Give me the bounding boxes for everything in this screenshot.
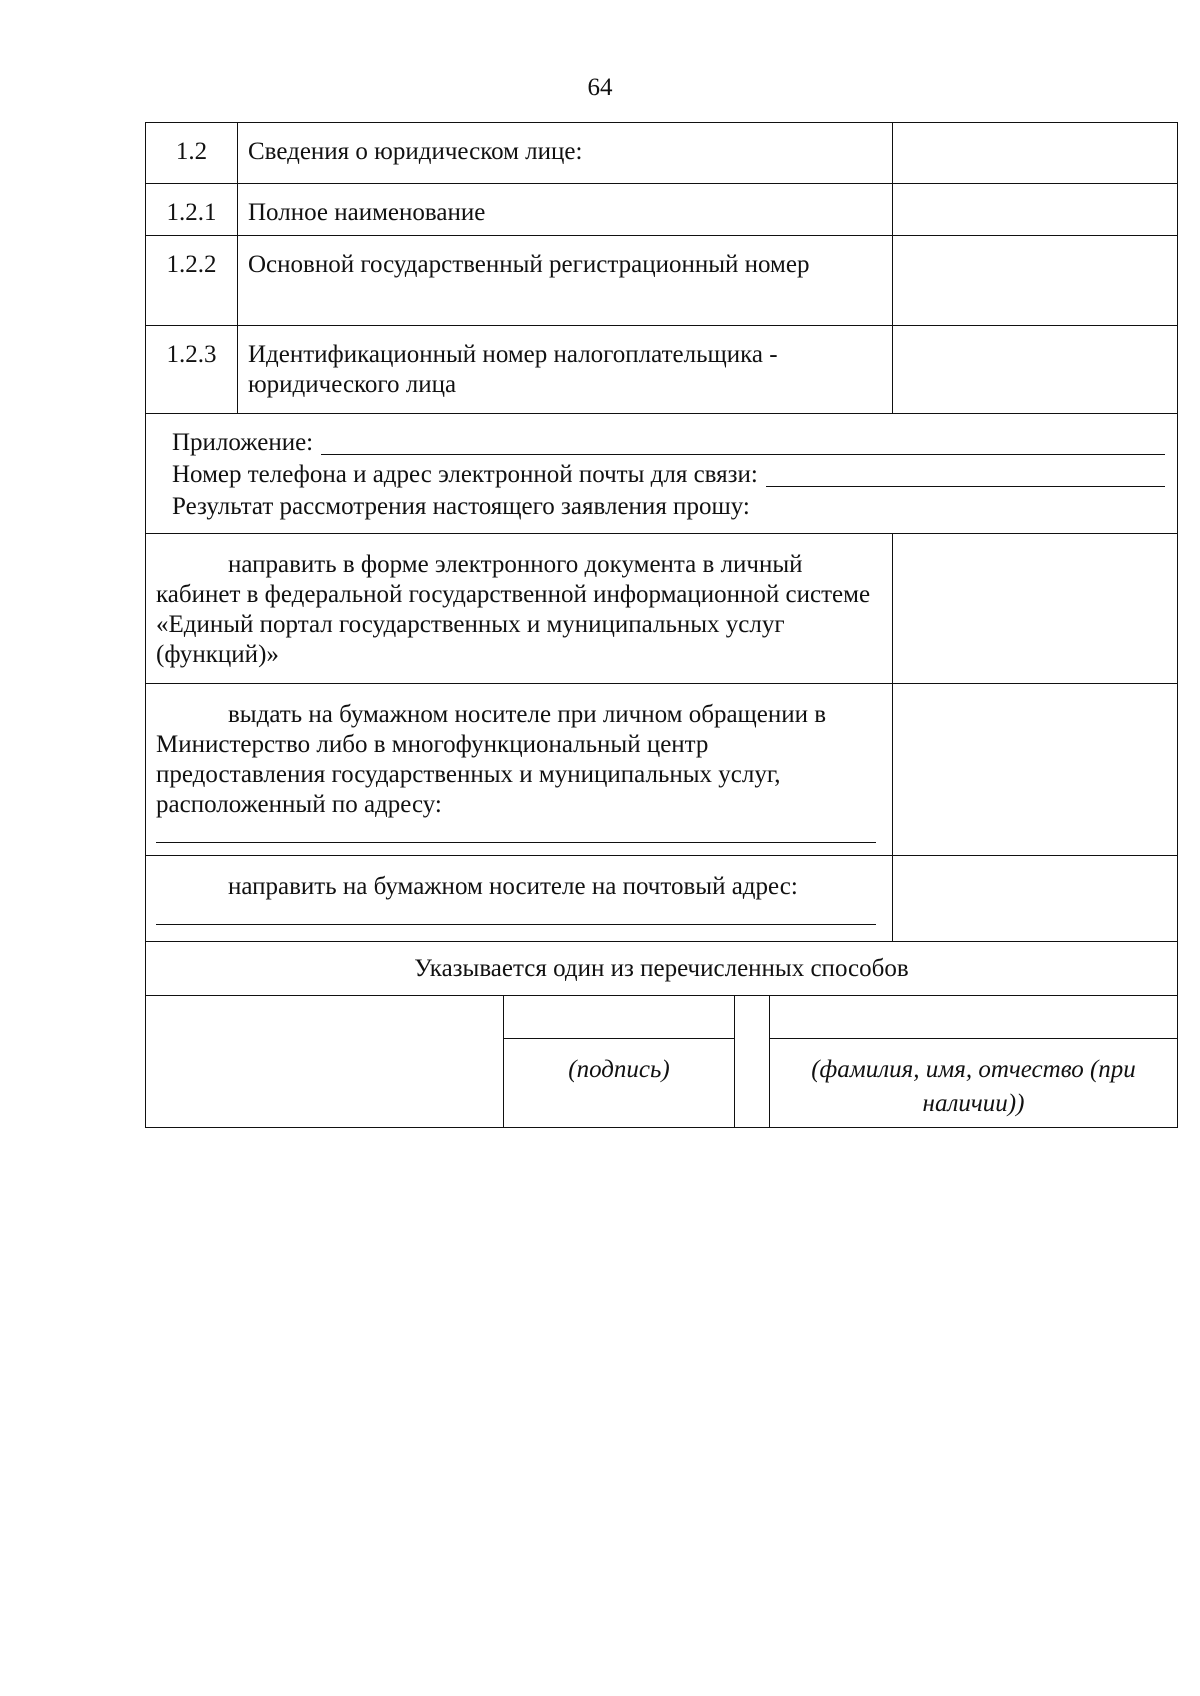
row-number: 1.2.2 xyxy=(146,236,238,325)
name-cell xyxy=(770,996,1177,1127)
option-checkbox-electronic[interactable] xyxy=(893,534,1177,683)
option-text: выдать на бумажном носителе при личном обращении в Министерство либо в многофункциональный центр предоставления государственных и муниципальных услуг, расположенный по адресу: xyxy=(156,701,827,818)
option-checkbox-post[interactable] xyxy=(893,856,1177,941)
contact-line xyxy=(172,458,1165,490)
attachment-input-line[interactable] xyxy=(321,454,1165,455)
delivery-option-electronic xyxy=(145,534,1178,684)
value-field-inn[interactable] xyxy=(893,326,1177,413)
table-row-legal-entity xyxy=(145,122,1178,184)
value-field-full-name[interactable] xyxy=(893,184,1177,235)
contact-input-line[interactable] xyxy=(766,486,1165,487)
attachment-label: Приложение: xyxy=(172,429,314,456)
signature-spacer xyxy=(735,996,770,1127)
method-note-text: Указывается один из перечисленных способов xyxy=(414,954,909,982)
value-field-legal-entity[interactable] xyxy=(893,123,1177,183)
delivery-option-in-person xyxy=(145,684,1178,856)
row-label: Сведения о юридическом лице: xyxy=(238,123,893,183)
signature-date-cell[interactable] xyxy=(146,996,504,1127)
option-text-wrapper xyxy=(146,684,893,855)
option-checkbox-in-person[interactable] xyxy=(893,684,1177,855)
method-note xyxy=(145,942,1178,996)
row-label: Идентификационный номер налогоплательщика - юридического лица xyxy=(238,326,893,413)
table-row-inn xyxy=(145,326,1178,414)
option-text-wrapper xyxy=(146,856,893,941)
row-number: 1.2.1 xyxy=(146,184,238,235)
contact-label: Номер телефона и адрес электронной почты для связи: xyxy=(172,461,758,488)
name-caption: (фамилия, имя, отчество (при наличии)) xyxy=(811,1056,1136,1117)
option-text: направить в форме электронного документа в личный кабинет в федеральной государственной информационной системе «Единый портал государственных и муниципальных услуг (функций)» xyxy=(146,534,893,683)
option-text: направить на бумажном носителе на почтовый адрес: xyxy=(228,873,798,900)
value-field-ogrn[interactable] xyxy=(893,236,1177,325)
table-row-ogrn xyxy=(145,236,1178,326)
signature-row xyxy=(145,996,1178,1128)
postal-address-input-line[interactable] xyxy=(156,906,876,925)
attachment-line xyxy=(172,426,1165,458)
signature-field[interactable] xyxy=(504,996,734,1039)
row-label: Основной государственный регистрационный номер xyxy=(238,236,893,325)
row-label: Полное наименование xyxy=(238,184,893,235)
attachments-block xyxy=(145,414,1178,534)
result-line xyxy=(172,490,1165,522)
name-field[interactable] xyxy=(770,996,1177,1039)
row-number: 1.2.3 xyxy=(146,326,238,413)
page-number: 64 xyxy=(587,74,613,101)
result-label: Результат рассмотрения настоящего заявления прошу: xyxy=(172,493,750,520)
table-row-full-name xyxy=(145,184,1178,236)
address-input-line[interactable] xyxy=(156,824,876,843)
row-number: 1.2 xyxy=(146,123,238,183)
delivery-option-post xyxy=(145,856,1178,942)
signature-cell xyxy=(504,996,735,1127)
signature-caption: (подпись) xyxy=(568,1056,670,1083)
application-form xyxy=(145,122,1178,1128)
